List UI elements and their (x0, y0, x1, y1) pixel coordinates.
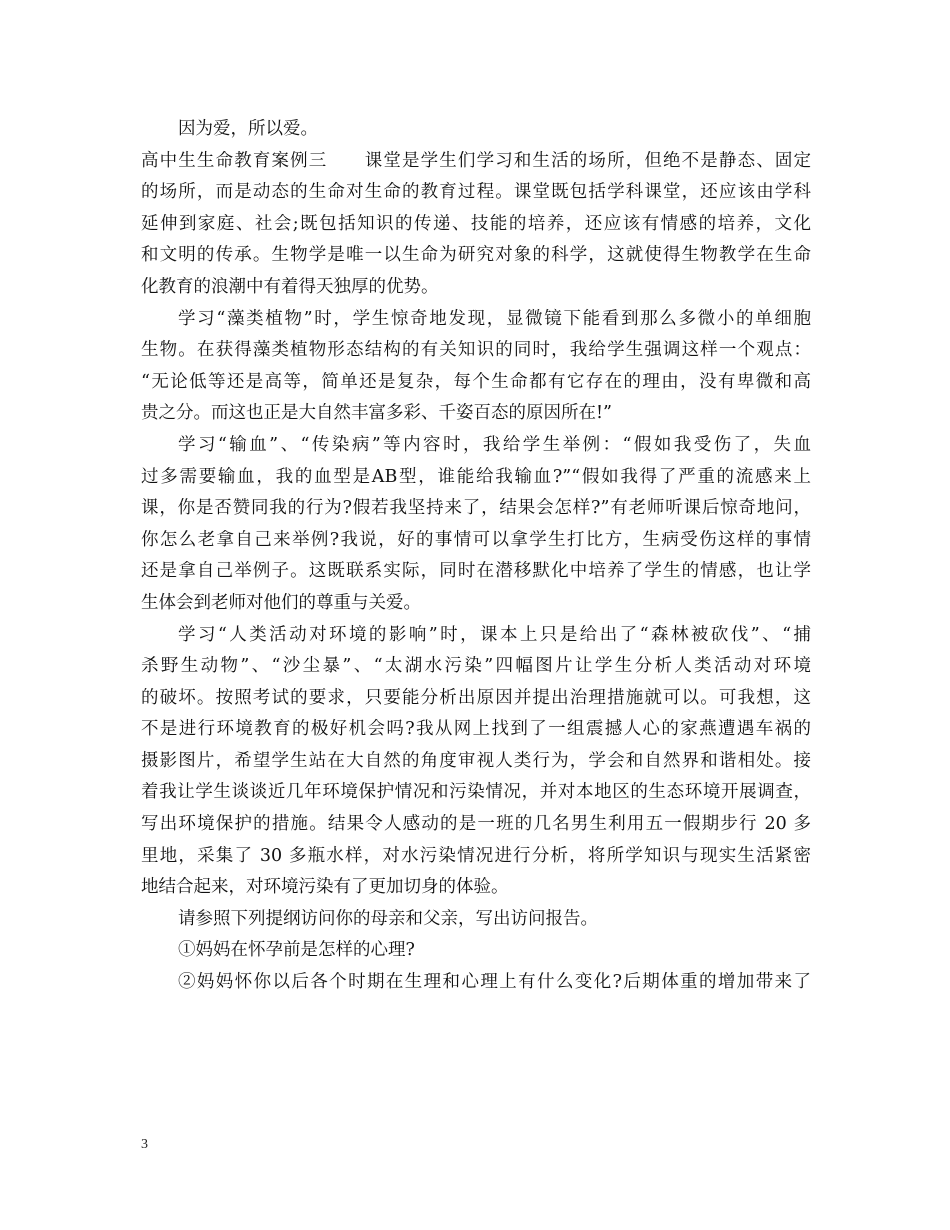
text-line: 不是进行环境教育的极好机会吗?我从网上找到了一组震撼人心的家燕遭遇车祸的 (141, 719, 811, 740)
text-line: 里地，采集了 30 多瓶水样，对水污染情况进行分析，将所学知识与现实生活紧密 (141, 845, 811, 866)
text-line: 请参照下列提纲访问你的母亲和父亲，写出访问报告。 (178, 908, 598, 929)
text-line: 的破坏。按照考试的要求，只要能分析出原因并提出治理措施就可以。可我想，这 (141, 687, 811, 708)
text-line: 着我让学生谈谈近几年环境保护情况和污染情况，并对本地区的生态环境开展调查， (141, 782, 811, 803)
text-line: ①妈妈在怀孕前是怎样的心理? (178, 940, 415, 961)
text-line: “无论低等还是高等，简单还是复杂，每个生命都有它存在的理由，没有卑微和高 (141, 371, 811, 392)
text-line: 杀野生动物”、“沙尘暴”、“太湖水污染”四幅图片让学生分析人类活动对环境 (141, 656, 811, 677)
text-line: 学习“人类活动对环境的影响”时，课本上只是给出了“森林被砍伐”、“捕 (178, 624, 811, 645)
text-line: 过多需要输血，我的血型是AB型，谁能给我输血?”“假如我得了严重的流感来上 (141, 466, 811, 487)
text-line: 生物。在获得藻类植物形态结构的有关知识的同时，我给学生强调这样一个观点： (141, 340, 811, 361)
text-line: 还是拿自己举例子。这既联系实际，同时在潜移默化中培养了学生的情感，也让学 (141, 561, 811, 582)
text-line: 延伸到家庭、社会;既包括知识的传递、技能的培养，还应该有情感的培养，文化 (141, 213, 811, 234)
text-line: 生体会到老师对他们的尊重与关爱。 (141, 592, 421, 613)
text-line: 学习“输血”、“传染病”等内容时，我给学生举例：“假如我受伤了，失血 (178, 434, 811, 455)
text-line: 摄影图片，希望学生站在大自然的角度审视人类行为，学会和自然界和谐相处。接 (141, 750, 811, 771)
text-line: 写出环境保护的措施。结果令人感动的是一班的几名男生利用五一假期步行 20 多 (141, 814, 811, 835)
body-text (141, 114, 811, 999)
text-line: 和文明的传承。生物学是唯一以生命为研究对象的科学，这就使得生物教学在生命 (141, 245, 811, 266)
text-line: 因为爱，所以爱。 (178, 119, 318, 139)
text-line: 学习“藻类植物”时，学生惊奇地发现，显微镜下能看到那么多微小的单细胞 (178, 308, 811, 329)
text-line: 高中生生命教育案例三 课堂是学生们学习和生活的场所，但绝不是静态、固定 (141, 150, 811, 171)
text-line: 课，你是否赞同我的行为?假若我坚持来了，结果会怎样?”有老师听课后惊奇地问， (141, 498, 811, 519)
text-line: 的场所，而是动态的生命对生命的教育过程。课堂既包括学科课堂，还应该由学科 (141, 182, 811, 203)
page-number: 3 (141, 1137, 148, 1152)
text-line: 你怎么老拿自己来举例?我说，好的事情可以拿学生打比方，生病受伤这样的事情 (141, 529, 811, 550)
text-line: 地结合起来，对环境污染有了更加切身的体验。 (141, 877, 509, 898)
text-line: ②妈妈怀你以后各个时期在生理和心理上有什么变化?后期体重的增加带来了 (178, 972, 811, 993)
text-line: 贵之分。而这也正是大自然丰富多彩、千姿百态的原因所在!” (141, 403, 612, 424)
text-line: 化教育的浪潮中有着得天独厚的优势。 (141, 276, 439, 297)
